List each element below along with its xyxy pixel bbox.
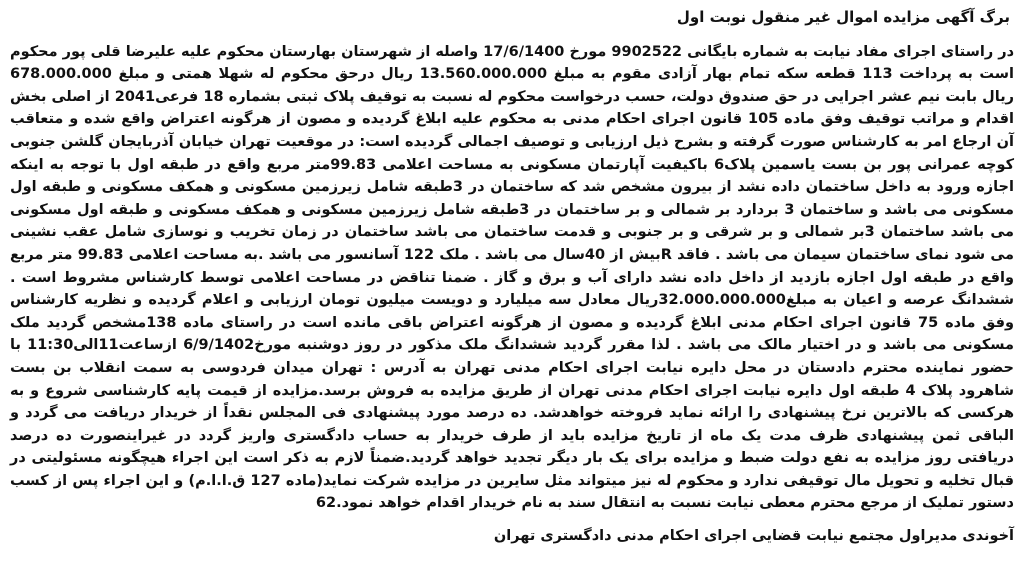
notice-body: در راستای اجرای مفاد نیابت به شماره بایگانی 9902522 مورخ 17/6/1400 واصله از شهرستان بهارستان محکوم علیه علیرضا قلی پور محکوم است به پرداخت 113 قطعه سکه تمام بهار آزادی مقوم به مبلغ 13.560.000.000 ریال درحق محکوم له شهلا همتی و مبلغ 678.000.000 ریال بابت نیم عشر اجرایی در حق صندوق دولت، حسب درخواست محکوم له نسبت به توقیف پلاک ثبتی بشماره 18 فرعی2041 از اصلی بخش اقدام و مراتب توقیف وفق ماده 105 قانون اجرای احکام مدنی به محکوم علیه ابلاغ گردیده و مصون از هرگونه اعتراض واقع شده و متعاقب آن ارجاع امر به کارشناس صورت گرفته و بشرح ذیل ارزیابی و توصیف اجمالی گردیده است: در موقعیت تهران خیابان آذربایجان گلشن جنوبی کوچه عمرانی پور بن بست یاسمین پلاک6 باکیفیت آپارتمان مسکونی به مساحت اعلامی 99.83متر مربع واقع در طبقه اول با توجه به اینکه اجازه ورود به داخل ساختمان داده نشد از بیرون مشخص شد که ساختمان در 3طبقه شامل زیرزمین مسکونی و همکف مسکونی و طبقه اول مسکونی می باشد و ساختمان 3 بردارد بر شمالی و بر ساختمان در 3طبقه شامل زیرزمین مسکونی و همکف مسکونی و طبقه اول مسکونی می باشد ساختمان 3بر شمالی و بر شرقی و بر جنوبی و قدمت ساختمان می باشد ساختمان در زمان تخریب و نوسازی شامل عقب نشینی می شود نمای ساختمان سیمان می باشد . فاقد Rبیش از 40سال می باشد . ملک 122 آسانسور می باشد .به مساحت اعلامی 99.83 متر مربع واقع در طبقه اول اجازه بازدید از داخل داده نشد دارای آب و برق و گاز . ضمنا تناقض در مساحت اعلامی توسط کارشناس مشروط است . ششدانگ عرصه و اعیان به مبلغ32.000.000.000ریال معادل سه میلیارد و دویست میلیون تومان ارزیابی و اعلام گردیده و نظریه کارشناس وفق ماده 75 قانون اجرای احکام مدنی ابلاغ گردیده و مصون از هرگونه اعتراض باقی مانده است در راستای ماده 138مشخص گردید ملک مسکونی می باشد و در اختیار مالک می باشد . لذا مقرر گردید ششدانگ ملک مذکور در روز دوشنبه مورخ6/9/1402 ازساعت11الی11:30 با حضور نماینده محترم دادستان در محل دایره نیابت اجرای احکام مدنی تهران به آدرس : تهران میدان فردوسی به سمت انقلاب بن بست شاهرود پلاک 4 طبقه اول دایره نیابت اجرای احکام مدنی تهران از طریق مزایده به فروش برسد.مزایده از قیمت پایه کارشناسی شروع و به هرکسی که بالاترین نرخ پیشنهادی را ارائه نماید فروخته خواهدشد. ده درصد مورد پیشنهادی فی المجلس نقداً از خریدار دریافت می گردد و الباقی ثمن پیشنهادی ظرف مدت یک ماه از تاریخ مزایده باید از طرف خریدار به حساب دادگستری واریز گردد در غیراینصورت ده درصد دریافتی روز مزایده به نفع دولت ضبط و مزایده برای یک بار دیگر تجدید خواهد گردید.ضمناً لازم به ذکر است این اجراء هیچگونه مسئولیتی در قبال تخلیه و تحویل مال توقیفی ندارد و محکوم له نیز میتواند مثل سایرین در مزایده شرکت نماید(ماده 127 ق.ا.ا.م) و این اجراء پس از کسب دستور تملیک از مرجع محترم معطی نیابت نسبت به انتقال سند به نام خریدار اقدام خواهد نمود.62: [10, 43, 1015, 512]
notice-title: برگ آگهی مزایده اموال غیر منقول نوبت اول: [676, 8, 1010, 26]
notice-signature: آخوندی مدیراول مجتمع نیابت قضایی اجرای احکام مدنی دادگستری تهران: [493, 528, 1014, 545]
auction-notice: [10, 6, 1014, 574]
